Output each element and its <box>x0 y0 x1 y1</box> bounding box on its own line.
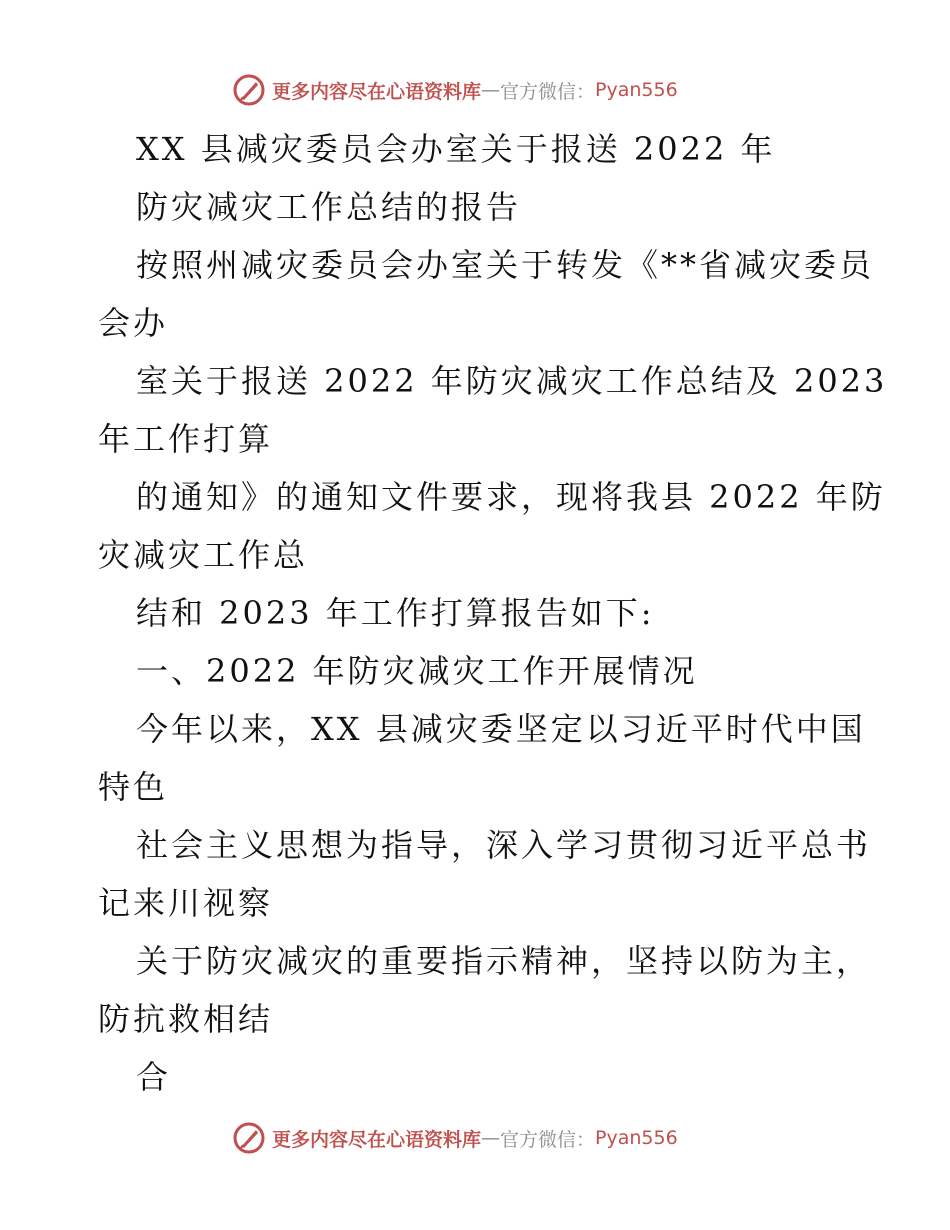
feather-pen-icon <box>232 1121 266 1155</box>
banner-brand-text: 更多内容尽在心语资料库 <box>272 1128 482 1151</box>
document-line: 记来川视察 <box>98 884 274 922</box>
document-line: 室关于报送 2022 年防灾减灾工作总结及 2023 <box>136 362 888 400</box>
banner-wechat-id: Pyan556 <box>595 79 678 101</box>
document-line: 结和 2023 年工作打算报告如下: <box>136 594 655 632</box>
banner-wechat-label: 官方微信： <box>500 1128 596 1151</box>
document-line: 今年以来，XX 县减灾委坚定以习近平时代中国 <box>136 710 866 748</box>
document-line: 关于防灾减灾的重要指示精神，坚持以防为主， <box>136 942 872 980</box>
banner-separator: — <box>481 1127 501 1149</box>
document-line: 年工作打算 <box>98 420 274 458</box>
document-line: 灾减灾工作总 <box>98 536 309 574</box>
document-line: 会办 <box>98 304 169 342</box>
document-line: 防灾减灾工作总结的报告 <box>136 188 522 226</box>
document-body <box>98 120 888 1106</box>
banner-separator: — <box>481 79 501 101</box>
document-line: 社会主义思想为指导，深入学习贯彻习近平总书 <box>136 826 872 864</box>
document-line: 的通知》的通知文件要求，现将我县 2022 年防 <box>136 478 886 516</box>
document-line: 合 <box>136 1058 172 1096</box>
document-line: 特色 <box>98 768 169 806</box>
footer-watermark-banner <box>232 1120 712 1156</box>
document-line: 按照州减灾委员会办室关于转发《**省减灾委员 <box>136 246 875 284</box>
header-watermark-banner <box>232 72 712 108</box>
document-line: XX 县减灾委员会办室关于报送 2022 年 <box>136 130 776 168</box>
document-line: 一、2022 年防灾减灾工作开展情况 <box>136 652 698 690</box>
banner-wechat-id: Pyan556 <box>595 1127 678 1149</box>
banner-brand-text: 更多内容尽在心语资料库 <box>272 80 482 103</box>
banner-wechat-label: 官方微信： <box>500 80 596 103</box>
feather-pen-icon <box>232 73 266 107</box>
document-line: 防抗救相结 <box>98 1000 274 1038</box>
